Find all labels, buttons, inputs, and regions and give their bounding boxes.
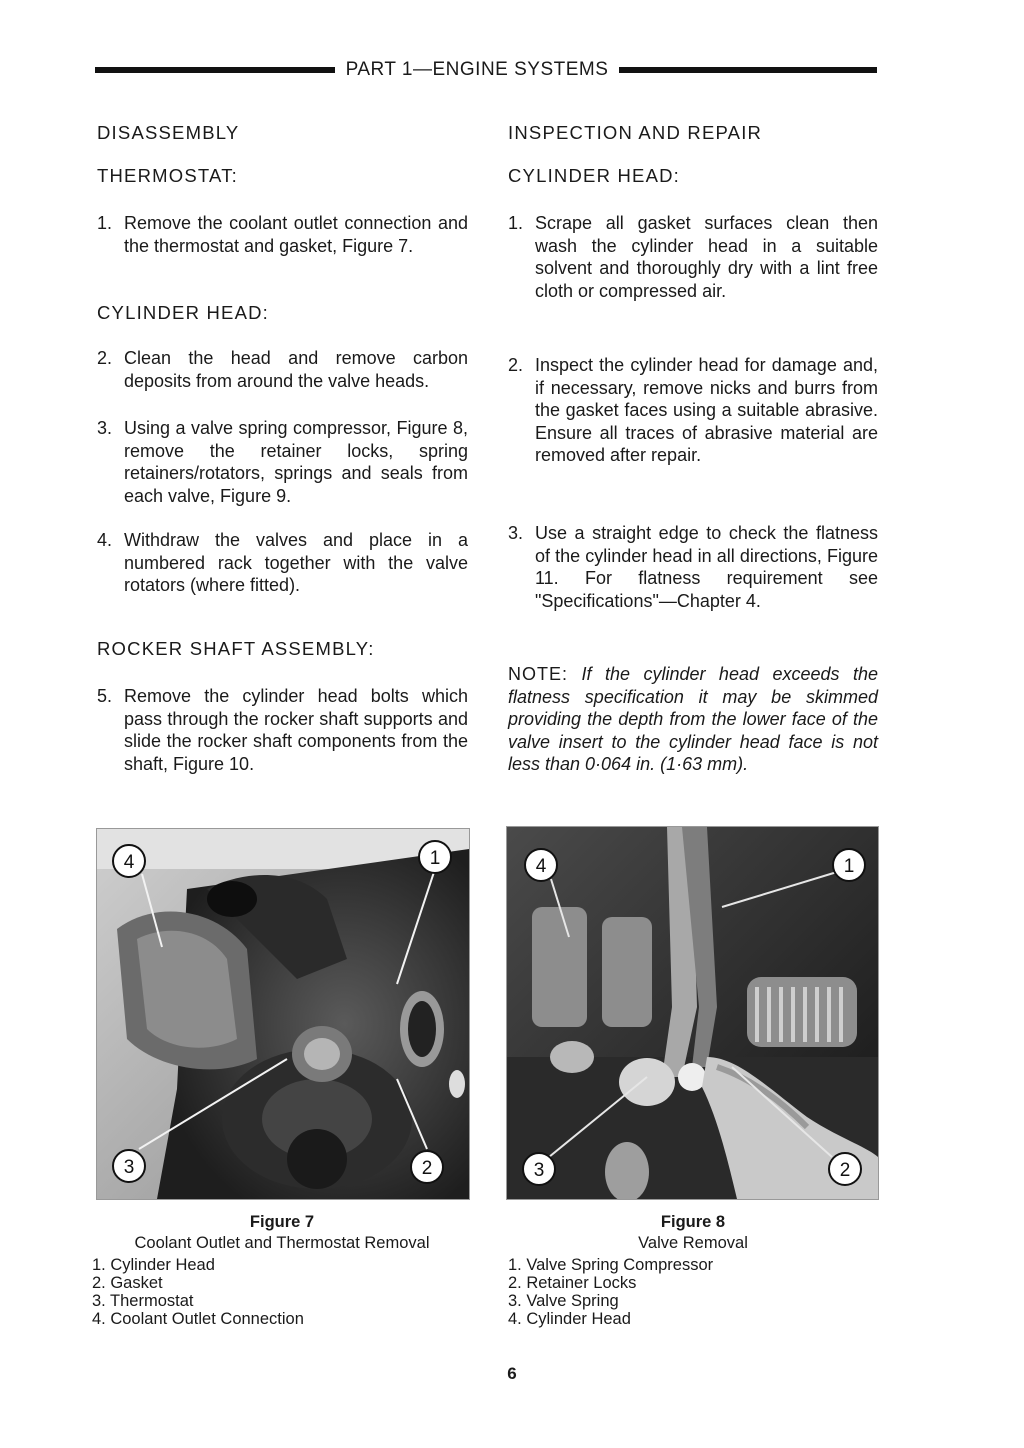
inspection-heading: INSPECTION AND REPAIR bbox=[508, 122, 763, 143]
note-text: If the cylinder head exceeds the flatness specification it may be skimmed providing the depth from the lower face of the valve insert to the cylinder head face is not less than 0·064 in. (1·63 mm). bbox=[508, 664, 878, 774]
header-title: PART 1—ENGINE SYSTEMS bbox=[345, 59, 609, 80]
legend-item: 1. Cylinder Head bbox=[92, 1256, 215, 1274]
fig7-callout-2: 2 bbox=[421, 1158, 433, 1179]
figure-7-title: Figure 7 bbox=[249, 1213, 315, 1231]
step-number: 3. bbox=[508, 523, 524, 543]
legend-item: 1. Valve Spring Compressor bbox=[508, 1256, 714, 1274]
step-number: 5. bbox=[97, 686, 113, 706]
page-number: 6 bbox=[507, 1364, 517, 1383]
step-text: Use a straight edge to check the flatness of the cylinder head in all directions, Figure 11. For flatness requirement see "Specifications"—Chapter 4. bbox=[535, 523, 878, 611]
header-rule-left bbox=[95, 67, 335, 73]
legend-item: 3. Valve Spring bbox=[508, 1292, 619, 1310]
page-header bbox=[95, 56, 877, 86]
step-number: 4. bbox=[97, 530, 113, 550]
fig8-callout-2: 2 bbox=[839, 1160, 851, 1181]
figure-8-legend bbox=[508, 1256, 878, 1328]
step-number: 3. bbox=[97, 418, 113, 438]
step-text: Remove the cylinder head bolts which pass through the rocker shaft supports and slide the rocker shaft components from the shaft, Figure 10. bbox=[124, 686, 468, 774]
right-cylinder-head-heading: CYLINDER HEAD: bbox=[508, 165, 681, 186]
disassembly-heading: DISASSEMBLY bbox=[97, 122, 240, 143]
fig7-callout-3: 3 bbox=[123, 1157, 135, 1178]
step-number: 2. bbox=[97, 348, 113, 368]
step-number: 2. bbox=[508, 355, 524, 375]
figure-7-legend bbox=[92, 1256, 468, 1328]
step-text: Clean the head and remove carbon deposits from around the valve heads. bbox=[124, 348, 468, 391]
fig8-callout-3: 3 bbox=[533, 1160, 545, 1181]
step-text: Remove the coolant outlet connection and the thermostat and gasket, Figure 7. bbox=[124, 213, 468, 256]
figure-8-photo bbox=[506, 826, 879, 1200]
step-text: Using a valve spring compressor, Figure 8, remove the retainer locks, spring retainers/rotators, springs and seals from each valve, Figure 9. bbox=[124, 418, 468, 506]
step-number: 1. bbox=[97, 213, 113, 233]
figure-7-subtitle: Coolant Outlet and Thermostat Removal bbox=[134, 1234, 430, 1252]
figure-8-subtitle: Valve Removal bbox=[638, 1234, 748, 1252]
legend-item: 4. Coolant Outlet Connection bbox=[92, 1310, 304, 1328]
figure-8-caption bbox=[508, 1213, 878, 1328]
legend-item: 3. Thermostat bbox=[92, 1292, 194, 1310]
legend-item: 2. Gasket bbox=[92, 1274, 163, 1292]
legend-item: 2. Retainer Locks bbox=[508, 1274, 637, 1292]
step-text: Withdraw the valves and place in a numbered rack together with the valve rotators (where fitted). bbox=[124, 530, 468, 595]
figure-8-title: Figure 8 bbox=[660, 1213, 726, 1231]
header-rule-right bbox=[619, 67, 877, 73]
step-number: 1. bbox=[508, 213, 524, 233]
fig8-callout-1: 1 bbox=[843, 856, 855, 877]
note-label: NOTE: bbox=[508, 664, 569, 684]
step-text: Scrape all gasket surfaces clean then wash the cylinder head in a suitable solvent and thoroughly dry with a lint free cloth or compressed air. bbox=[535, 213, 878, 301]
figure-7-caption bbox=[92, 1213, 468, 1328]
fig8-callout-4: 4 bbox=[535, 856, 547, 877]
fig7-callout-1: 1 bbox=[429, 848, 441, 869]
step-text: Inspect the cylinder head for damage and, if necessary, remove nicks and burrs from the gasket faces using a suitable abrasive. Ensure all traces of abrasive material are removed after repair. bbox=[535, 355, 878, 465]
thermostat-heading: THERMOSTAT: bbox=[97, 165, 238, 186]
figure-7-photo bbox=[96, 828, 470, 1200]
rocker-shaft-heading: ROCKER SHAFT ASSEMBLY: bbox=[97, 638, 375, 659]
legend-item: 4. Cylinder Head bbox=[508, 1310, 631, 1328]
left-cylinder-head-heading: CYLINDER HEAD: bbox=[97, 302, 270, 323]
flatness-note bbox=[508, 663, 878, 776]
fig7-callout-4: 4 bbox=[123, 852, 135, 873]
